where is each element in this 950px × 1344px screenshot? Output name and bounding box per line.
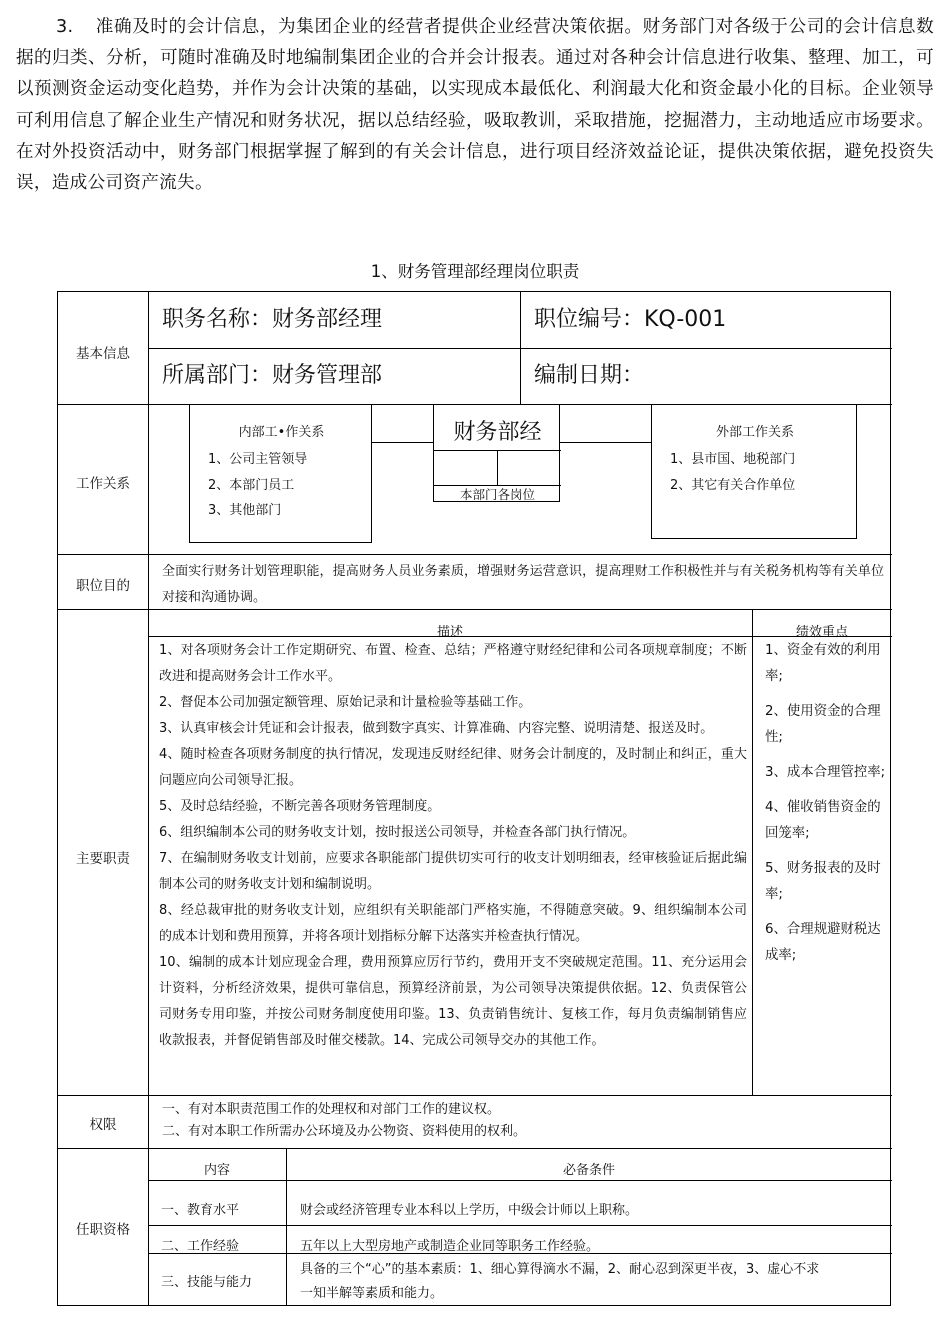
- kpi-item: 5、财务报表的及时率;: [765, 861, 881, 902]
- duty-item: 6、组织编制本公司的财务收支计划，按时报送公司领导，并检查各部门执行情况。: [159, 825, 636, 840]
- intro-paragraph: [16, 12, 934, 199]
- qualifications-label: 任职资格: [76, 1222, 130, 1238]
- internal-item: 3、其他部门: [208, 503, 282, 518]
- authority-label: 权限: [89, 1117, 117, 1133]
- requirement-header: 必备条件: [562, 1163, 615, 1178]
- qualification-name: 二、工作经验: [161, 1239, 240, 1254]
- duties-label: 主要职责: [76, 851, 130, 867]
- content-header: 内容: [203, 1163, 230, 1178]
- purpose-label: 职位目的: [76, 578, 130, 594]
- internal-item: 1、公司主管领导: [208, 452, 308, 467]
- duty-item: 2、督促本公司加强定额管理、原始记录和计量检验等基础工作。: [159, 695, 532, 710]
- qualification-value: 财会或经济管理专业本科以上学历，中级会计师以上职称。: [300, 1203, 639, 1218]
- duty-item: 5、及时总结经验，不断完善各项财务管理制度。: [159, 799, 441, 814]
- qualification-name: 一、教育水平: [161, 1203, 240, 1218]
- job-description-table: [57, 291, 891, 1306]
- internal-item: 2、本部门员工: [208, 477, 295, 493]
- external-relations-box: [651, 405, 857, 539]
- qualification-name: 三、技能与能力: [161, 1275, 253, 1290]
- kpi-item: 4、催收销售资金的回笼率;: [765, 800, 881, 841]
- job-name: 职务名称：财务部经理: [162, 307, 383, 332]
- duty-item: 7、在编制财务收支计划前，应要求各职能部门提供切实可行的收支计划明细表，经审核验证后据此编制本公司的财务收支计划和编制说明。: [159, 851, 747, 892]
- external-item: 2、其它有关合作单位: [670, 477, 796, 493]
- authority-item: 一、有对本职责范围工作的处理权和对部门工作的建议权。: [162, 1102, 501, 1117]
- intro-number: 3.: [56, 17, 74, 37]
- internal-relations-title: 内部工•作关系: [238, 425, 325, 440]
- external-item: 1、县市国、地税部门: [670, 452, 796, 467]
- duties-list: [159, 638, 747, 1094]
- duty-item: 4、随时检查各项财务制度的执行情况，发现违反财经纪律、财务会计制度的，及时制止和纠正，重大问题应向公司领导汇报。: [159, 747, 747, 788]
- basic-info-label: 基本信息: [76, 346, 130, 362]
- intro-text: 准确及时的会计信息，为集团企业的经营者提供企业经营决策依据。财务部门对各级于公司的会计信息数据的归类、分析，可随时准确及时地编制集团企业的合并会计报表。通过对各种会计信息进行收集、整理、加工，可以预测资金运动变化趋势，并作为会计决策的基础，以实现成本最低化、利润最大化和资金最小化的目标。企业领导可利用信息了解企业生产情况和财务状况，据以总结经验，吸取教训，采取措施，挖掘潜力，主动地适应市场要求。在对外投资活动中，财务部门根据掌握了解到的有关会计信息，进行项目经济效益论证，提供决策依据，避免投资失误，造成公司资产流失。: [16, 17, 934, 194]
- work-relations-label: 工作关系: [76, 476, 130, 492]
- internal-relations-box: [189, 405, 372, 543]
- description-header: 描述: [436, 625, 463, 640]
- kpi-item: 3、成本合理管控率;: [765, 765, 886, 780]
- duty-item: 8、经总裁审批的财务收支计划，应组织有关职能部门严格实施，不得随意突破。9、组织编制本公司的成本计划和费用预算，并将各项计划指标分解下达落实并检查执行情况。: [159, 903, 747, 944]
- center-subtitle: 本部门各岗位: [459, 487, 535, 502]
- qualification-value: 具备的三个“心”的基本素质：1、细心算得滴水不漏，2、耐心忍到深更半夜，3、虚心不求一知半解等素质和能力。: [300, 1262, 820, 1301]
- job-code: 职位编号：KQ-001: [534, 307, 727, 332]
- authority-item: 二、有对本职工作所需办公环境及办公物资、资料使用的权利。: [162, 1124, 527, 1139]
- duty-item: 1、对各项财务会计工作定期研究、布置、检查、总结；严格遵守财经纪律和公司各项规章制度；不断改进和提高财务会计工作水平。: [159, 643, 747, 684]
- qualification-value: 五年以上大型房地产或制造企业同等职务工作经验。: [300, 1239, 600, 1254]
- department: 所属部门：财务管理部: [162, 363, 383, 388]
- kpi-item: 1、资金有效的利用率;: [765, 643, 881, 684]
- kpi-item: 2、使用资金的合理性;: [765, 704, 881, 745]
- finance-manager-box: [433, 405, 560, 502]
- purpose-text: 全面实行财务计划管理职能，提高财务人员业务素质，增强财务运营意识，提高理财工作积极性并与有关税务机构等有关单位对接和沟通协调。: [162, 564, 884, 605]
- compile-date: 编制日期：: [534, 363, 645, 388]
- section-title: 1、财务管理部经理岗位职责: [370, 262, 580, 281]
- duty-item: 10、编制的成本计划应现金合理，费用预算应厉行节约，费用开支不突破规定范围。11、充分运用会计资料，分析经济效果，提供可靠信息，预算经济前景，为公司领导决策提供依据。12、负责保管公司财务专用印鉴，并按公司财务制度使用印鉴。13、负责销售统计、复核工作，每月负责编制销售应收款报表，并督促销售部及时催交楼款。14、完成公司领导交办的其他工作。: [159, 955, 747, 1048]
- kpi-item: 6、合理规避财税达成率;: [765, 922, 881, 963]
- duty-item: 3、认真审核会计凭证和会计报表，做到数字真实、计算准确、内容完整、说明清楚、报送及时。: [159, 721, 714, 736]
- external-relations-title: 外部工作关系: [715, 425, 794, 440]
- kpi-list: [765, 638, 889, 978]
- kpi-header: 绩效重点: [795, 625, 848, 640]
- center-title: 财务部经: [453, 420, 542, 445]
